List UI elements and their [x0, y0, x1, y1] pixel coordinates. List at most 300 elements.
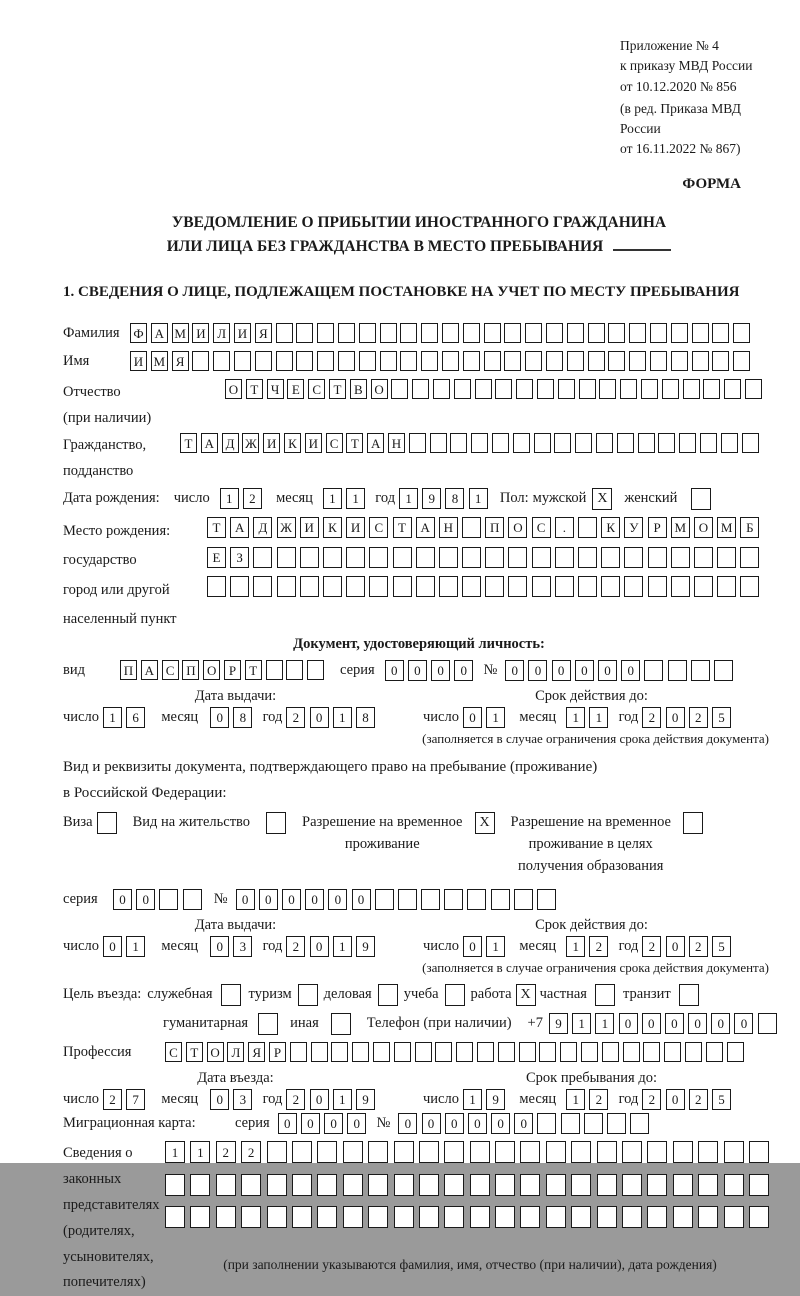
profession-cell[interactable]: О [207, 1042, 224, 1062]
doc-kind-cell[interactable]: П [120, 660, 137, 680]
phone-cell[interactable]: 0 [619, 1013, 638, 1034]
birth-place-cell[interactable]: К [601, 517, 620, 538]
surname-cell[interactable] [484, 323, 501, 343]
representatives-cell[interactable] [190, 1206, 210, 1228]
representatives-cell[interactable] [698, 1174, 718, 1196]
patronymic-cell[interactable]: О [371, 379, 388, 399]
representatives-cell[interactable] [317, 1174, 337, 1196]
birth-place-cell[interactable]: Т [393, 517, 412, 538]
doc-kind-cell[interactable]: О [203, 660, 220, 680]
residence-series-cell[interactable] [183, 889, 202, 910]
profession-cell[interactable] [498, 1042, 515, 1062]
doc-kind-cell[interactable]: Р [224, 660, 241, 680]
representatives-cell[interactable] [749, 1174, 769, 1196]
name-cell[interactable] [442, 351, 459, 371]
issue-month-cell[interactable]: 0 [210, 707, 229, 728]
patronymic-cell[interactable] [745, 379, 762, 399]
birth-place-cell[interactable] [346, 576, 365, 597]
name-cell[interactable] [712, 351, 729, 371]
representatives-cell[interactable] [419, 1141, 439, 1163]
residence-issue-year-cell[interactable]: 2 [286, 936, 305, 957]
entry-day-cell[interactable]: 2 [103, 1089, 122, 1110]
profession-cell[interactable]: С [165, 1042, 182, 1062]
birth-place-cell[interactable] [393, 547, 412, 568]
valid-day-cell[interactable]: 0 [463, 707, 482, 728]
birth-place-cell[interactable]: А [230, 517, 249, 538]
birth-place-cell[interactable] [578, 547, 597, 568]
birth-place-cell[interactable] [369, 547, 388, 568]
birth-place-cell[interactable]: Т [207, 517, 226, 538]
issue-year-cell[interactable]: 8 [356, 707, 375, 728]
doc-series-cell[interactable]: 0 [431, 660, 450, 681]
stay-year-cell[interactable]: 2 [642, 1089, 661, 1110]
representatives-cell[interactable] [394, 1174, 414, 1196]
surname-cell[interactable]: Ф [130, 323, 147, 343]
birth-place-cell[interactable] [578, 517, 597, 538]
birth-place-cell[interactable]: А [416, 517, 435, 538]
name-cell[interactable] [629, 351, 646, 371]
representatives-cell[interactable] [368, 1141, 388, 1163]
surname-cell[interactable] [629, 323, 646, 343]
representatives-cell[interactable] [190, 1174, 210, 1196]
patronymic-cell[interactable] [412, 379, 429, 399]
birth-place-cell[interactable] [393, 576, 412, 597]
migration-number-cell[interactable] [607, 1113, 626, 1134]
birth-place-cell[interactable] [648, 547, 667, 568]
doc-series-cell[interactable]: 0 [408, 660, 427, 681]
citizenship-cell[interactable] [658, 433, 675, 453]
phone-cell[interactable]: 0 [665, 1013, 684, 1034]
representatives-cell[interactable] [520, 1206, 540, 1228]
citizenship-cell[interactable] [471, 433, 488, 453]
doc-number-cell[interactable]: 0 [552, 660, 571, 681]
issue-year-cell[interactable]: 0 [310, 707, 329, 728]
representatives-cell[interactable] [165, 1174, 185, 1196]
issue-year-cell[interactable]: 2 [286, 707, 305, 728]
citizenship-cell[interactable] [492, 433, 509, 453]
profession-cell[interactable] [394, 1042, 411, 1062]
citizenship-cell[interactable]: А [367, 433, 384, 453]
profession-cell[interactable] [290, 1042, 307, 1062]
profession-cell[interactable]: Л [227, 1042, 244, 1062]
migration-series-cell[interactable]: 0 [347, 1113, 366, 1134]
patronymic-cell[interactable]: Т [246, 379, 263, 399]
birth-place-cell[interactable] [300, 576, 319, 597]
profession-cell[interactable] [456, 1042, 473, 1062]
representatives-cell[interactable] [546, 1174, 566, 1196]
doc-number-cell[interactable]: 0 [621, 660, 640, 681]
valid-year-cell[interactable]: 0 [666, 707, 685, 728]
representatives-cell[interactable] [495, 1206, 515, 1228]
issue-day-cell[interactable]: 6 [126, 707, 145, 728]
citizenship-cell[interactable]: Т [180, 433, 197, 453]
name-cell[interactable] [380, 351, 397, 371]
doc-kind-cell[interactable]: П [182, 660, 199, 680]
phone-cell[interactable]: 9 [549, 1013, 568, 1034]
birth-place-cell[interactable] [439, 547, 458, 568]
issue-day-cell[interactable]: 1 [103, 707, 122, 728]
birth-place-cell[interactable] [230, 576, 249, 597]
representatives-cell[interactable] [292, 1141, 312, 1163]
visa-checkbox[interactable] [97, 812, 117, 834]
surname-cell[interactable] [380, 323, 397, 343]
sex-male-checkbox[interactable]: X [592, 488, 612, 510]
birth-month-cell[interactable]: 1 [346, 488, 365, 509]
birth-place-cell[interactable]: И [300, 517, 319, 538]
migration-number-cell[interactable]: 0 [491, 1113, 510, 1134]
residence-issue-month-cell[interactable]: 3 [233, 936, 252, 957]
profession-cell[interactable]: Р [269, 1042, 286, 1062]
representatives-cell[interactable] [292, 1174, 312, 1196]
profession-cell[interactable] [727, 1042, 744, 1062]
citizenship-cell[interactable]: Ж [242, 433, 259, 453]
temp-residence-checkbox[interactable]: X [475, 812, 495, 834]
residence-issue-year-cell[interactable]: 1 [333, 936, 352, 957]
birth-place-cell[interactable] [717, 547, 736, 568]
migration-number-cell[interactable] [584, 1113, 603, 1134]
birth-place-cell[interactable]: Б [740, 517, 759, 538]
representatives-cell[interactable] [673, 1206, 693, 1228]
birth-place-cell[interactable] [485, 547, 504, 568]
citizenship-cell[interactable] [450, 433, 467, 453]
phone-cell[interactable]: 0 [642, 1013, 661, 1034]
representatives-cell[interactable] [216, 1174, 236, 1196]
doc-number-cell[interactable] [644, 660, 663, 681]
representatives-cell[interactable] [495, 1141, 515, 1163]
surname-cell[interactable] [296, 323, 313, 343]
birth-place-cell[interactable] [532, 576, 551, 597]
birth-place-cell[interactable]: Н [439, 517, 458, 538]
residence-valid-month-cell[interactable]: 1 [566, 936, 585, 957]
residence-series-cell[interactable]: 0 [113, 889, 132, 910]
valid-month-cell[interactable]: 1 [589, 707, 608, 728]
representatives-cell[interactable] [546, 1206, 566, 1228]
residence-series-cell[interactable] [159, 889, 178, 910]
citizenship-cell[interactable] [575, 433, 592, 453]
entry-month-cell[interactable]: 0 [210, 1089, 229, 1110]
representatives-cell[interactable]: 2 [241, 1141, 261, 1163]
birth-day-cell[interactable]: 2 [243, 488, 262, 509]
surname-cell[interactable]: Я [255, 323, 272, 343]
surname-cell[interactable] [588, 323, 605, 343]
phone-cell[interactable]: 0 [734, 1013, 753, 1034]
doc-number-cell[interactable]: 0 [575, 660, 594, 681]
name-cell[interactable] [484, 351, 501, 371]
birth-place-cell[interactable] [323, 547, 342, 568]
birth-place-cell[interactable] [207, 576, 226, 597]
edu-residence-checkbox[interactable] [683, 812, 703, 834]
surname-cell[interactable] [567, 323, 584, 343]
citizenship-cell[interactable] [554, 433, 571, 453]
patronymic-cell[interactable]: Ч [267, 379, 284, 399]
stay-year-cell[interactable]: 0 [666, 1089, 685, 1110]
representatives-cell[interactable] [368, 1206, 388, 1228]
representatives-cell[interactable] [622, 1174, 642, 1196]
birth-place-cell[interactable] [300, 547, 319, 568]
representatives-cell[interactable] [444, 1141, 464, 1163]
citizenship-cell[interactable]: К [284, 433, 301, 453]
representatives-cell[interactable] [647, 1174, 667, 1196]
birth-place-cell[interactable] [462, 576, 481, 597]
entry-year-cell[interactable]: 2 [286, 1089, 305, 1110]
residence-number-cell[interactable] [398, 889, 417, 910]
surname-cell[interactable]: Л [213, 323, 230, 343]
doc-kind-cell[interactable] [266, 660, 283, 680]
birth-place-cell[interactable]: К [323, 517, 342, 538]
representatives-cell[interactable] [444, 1174, 464, 1196]
name-cell[interactable]: Я [172, 351, 189, 371]
birth-place-cell[interactable] [439, 576, 458, 597]
representatives-cell[interactable] [165, 1206, 185, 1228]
birth-place-cell[interactable] [369, 576, 388, 597]
phone-cell[interactable]: 0 [711, 1013, 730, 1034]
migration-number-cell[interactable]: 0 [514, 1113, 533, 1134]
surname-cell[interactable]: М [172, 323, 189, 343]
birth-day-cell[interactable]: 1 [220, 488, 239, 509]
birth-place-cell[interactable]: М [717, 517, 736, 538]
representatives-cell[interactable] [749, 1141, 769, 1163]
surname-cell[interactable] [504, 323, 521, 343]
issue-month-cell[interactable]: 8 [233, 707, 252, 728]
doc-kind-cell[interactable] [307, 660, 324, 680]
name-cell[interactable]: М [151, 351, 168, 371]
representatives-cell[interactable] [343, 1206, 363, 1228]
name-cell[interactable] [213, 351, 230, 371]
citizenship-cell[interactable]: Д [222, 433, 239, 453]
patronymic-cell[interactable] [620, 379, 637, 399]
name-cell[interactable] [567, 351, 584, 371]
citizenship-cell[interactable]: С [326, 433, 343, 453]
patronymic-cell[interactable] [579, 379, 596, 399]
entry-day-cell[interactable]: 7 [126, 1089, 145, 1110]
birth-place-cell[interactable] [416, 576, 435, 597]
name-cell[interactable] [525, 351, 542, 371]
birth-place-cell[interactable]: О [508, 517, 527, 538]
stay-day-cell[interactable]: 1 [463, 1089, 482, 1110]
representatives-cell[interactable]: 1 [190, 1141, 210, 1163]
patronymic-cell[interactable] [641, 379, 658, 399]
surname-cell[interactable] [463, 323, 480, 343]
birth-place-cell[interactable] [462, 517, 481, 538]
migration-number-cell[interactable] [537, 1113, 556, 1134]
representatives-cell[interactable] [571, 1174, 591, 1196]
stay-year-cell[interactable]: 2 [689, 1089, 708, 1110]
residence-number-cell[interactable] [467, 889, 486, 910]
profession-cell[interactable] [415, 1042, 432, 1062]
profession-cell[interactable]: Я [248, 1042, 265, 1062]
surname-cell[interactable] [421, 323, 438, 343]
birth-place-cell[interactable] [601, 576, 620, 597]
doc-number-cell[interactable] [691, 660, 710, 681]
name-cell[interactable] [359, 351, 376, 371]
citizenship-cell[interactable]: Т [346, 433, 363, 453]
name-cell[interactable] [463, 351, 480, 371]
representatives-cell[interactable] [343, 1141, 363, 1163]
representatives-cell[interactable] [571, 1141, 591, 1163]
birth-place-cell[interactable] [277, 547, 296, 568]
name-cell[interactable] [421, 351, 438, 371]
migration-series-cell[interactable]: 0 [324, 1113, 343, 1134]
birth-place-cell[interactable] [624, 576, 643, 597]
entry-year-cell[interactable]: 1 [333, 1089, 352, 1110]
representatives-cell[interactable] [241, 1174, 261, 1196]
sex-female-checkbox[interactable] [691, 488, 711, 510]
profession-cell[interactable] [664, 1042, 681, 1062]
birth-place-cell[interactable] [277, 576, 296, 597]
representatives-cell[interactable] [673, 1174, 693, 1196]
representatives-cell[interactable] [546, 1141, 566, 1163]
stay-month-cell[interactable]: 2 [589, 1089, 608, 1110]
citizenship-cell[interactable]: А [201, 433, 218, 453]
name-cell[interactable]: И [130, 351, 147, 371]
purpose-official-checkbox[interactable] [221, 984, 241, 1006]
representatives-cell[interactable] [495, 1174, 515, 1196]
doc-kind-cell[interactable]: С [162, 660, 179, 680]
birth-place-cell[interactable] [624, 547, 643, 568]
representatives-cell[interactable] [317, 1141, 337, 1163]
representatives-cell[interactable] [267, 1206, 287, 1228]
representatives-cell[interactable] [394, 1206, 414, 1228]
entry-month-cell[interactable]: 3 [233, 1089, 252, 1110]
entry-year-cell[interactable]: 9 [356, 1089, 375, 1110]
doc-number-cell[interactable]: 0 [598, 660, 617, 681]
birth-place-cell[interactable]: Д [253, 517, 272, 538]
name-cell[interactable] [400, 351, 417, 371]
migration-series-cell[interactable]: 0 [301, 1113, 320, 1134]
profession-cell[interactable] [477, 1042, 494, 1062]
name-cell[interactable] [234, 351, 251, 371]
birth-place-cell[interactable] [740, 576, 759, 597]
representatives-cell[interactable] [444, 1206, 464, 1228]
doc-number-cell[interactable] [714, 660, 733, 681]
residence-number-cell[interactable]: 0 [236, 889, 255, 910]
birth-year-cell[interactable]: 1 [399, 488, 418, 509]
representatives-cell[interactable] [520, 1141, 540, 1163]
purpose-transit-checkbox[interactable] [679, 984, 699, 1006]
migration-number-cell[interactable]: 0 [468, 1113, 487, 1134]
surname-cell[interactable] [650, 323, 667, 343]
entry-year-cell[interactable]: 0 [310, 1089, 329, 1110]
representatives-cell[interactable] [571, 1206, 591, 1228]
patronymic-cell[interactable] [516, 379, 533, 399]
representatives-cell[interactable] [698, 1206, 718, 1228]
surname-cell[interactable] [276, 323, 293, 343]
surname-cell[interactable] [692, 323, 709, 343]
residence-number-cell[interactable] [514, 889, 533, 910]
phone-cell[interactable]: 1 [595, 1013, 614, 1034]
birth-place-cell[interactable] [323, 576, 342, 597]
profession-cell[interactable] [352, 1042, 369, 1062]
representatives-cell[interactable] [216, 1206, 236, 1228]
representatives-cell[interactable] [470, 1174, 490, 1196]
citizenship-cell[interactable] [534, 433, 551, 453]
migration-number-cell[interactable]: 0 [445, 1113, 464, 1134]
name-cell[interactable] [255, 351, 272, 371]
purpose-study-checkbox[interactable] [445, 984, 465, 1006]
residence-number-cell[interactable] [537, 889, 556, 910]
profession-cell[interactable] [623, 1042, 640, 1062]
representatives-cell[interactable] [419, 1206, 439, 1228]
profession-cell[interactable] [331, 1042, 348, 1062]
patronymic-cell[interactable] [724, 379, 741, 399]
birth-place-cell[interactable] [532, 547, 551, 568]
representatives-cell[interactable] [520, 1174, 540, 1196]
birth-place-cell[interactable] [671, 547, 690, 568]
surname-cell[interactable] [608, 323, 625, 343]
residence-valid-day-cell[interactable]: 0 [463, 936, 482, 957]
profession-cell[interactable] [602, 1042, 619, 1062]
purpose-tourism-checkbox[interactable] [298, 984, 318, 1006]
birth-place-cell[interactable] [601, 547, 620, 568]
patronymic-cell[interactable]: С [308, 379, 325, 399]
citizenship-cell[interactable]: И [305, 433, 322, 453]
birth-place-cell[interactable] [253, 547, 272, 568]
name-cell[interactable] [588, 351, 605, 371]
phone-cell[interactable]: 1 [572, 1013, 591, 1034]
birth-place-cell[interactable] [694, 547, 713, 568]
name-cell[interactable] [692, 351, 709, 371]
representatives-cell[interactable] [698, 1141, 718, 1163]
representatives-cell[interactable] [292, 1206, 312, 1228]
representatives-cell[interactable] [673, 1141, 693, 1163]
birth-place-cell[interactable]: Е [207, 547, 226, 568]
representatives-cell[interactable] [597, 1141, 617, 1163]
surname-cell[interactable]: И [234, 323, 251, 343]
birth-place-cell[interactable]: С [532, 517, 551, 538]
residence-valid-year-cell[interactable]: 2 [642, 936, 661, 957]
representatives-cell[interactable] [622, 1206, 642, 1228]
profession-cell[interactable] [560, 1042, 577, 1062]
birth-place-cell[interactable] [740, 547, 759, 568]
issue-year-cell[interactable]: 1 [333, 707, 352, 728]
birth-place-cell[interactable]: . [555, 517, 574, 538]
surname-cell[interactable] [671, 323, 688, 343]
residence-number-cell[interactable] [491, 889, 510, 910]
birth-place-cell[interactable]: З [230, 547, 249, 568]
birth-place-cell[interactable] [555, 576, 574, 597]
patronymic-cell[interactable] [599, 379, 616, 399]
birth-month-cell[interactable]: 1 [323, 488, 342, 509]
birth-place-cell[interactable]: М [671, 517, 690, 538]
residence-valid-year-cell[interactable]: 0 [666, 936, 685, 957]
valid-year-cell[interactable]: 5 [712, 707, 731, 728]
representatives-cell[interactable]: 1 [165, 1141, 185, 1163]
migration-series-cell[interactable]: 0 [278, 1113, 297, 1134]
purpose-private-checkbox[interactable] [595, 984, 615, 1006]
patronymic-cell[interactable]: О [225, 379, 242, 399]
patronymic-cell[interactable] [454, 379, 471, 399]
representatives-cell[interactable] [419, 1174, 439, 1196]
patronymic-cell[interactable] [537, 379, 554, 399]
birth-place-cell[interactable]: Р [648, 517, 667, 538]
residence-number-cell[interactable]: 0 [352, 889, 371, 910]
profession-cell[interactable] [643, 1042, 660, 1062]
phone-cell[interactable] [758, 1013, 777, 1034]
name-cell[interactable] [608, 351, 625, 371]
surname-cell[interactable]: И [192, 323, 209, 343]
doc-number-cell[interactable]: 0 [528, 660, 547, 681]
profession-cell[interactable] [685, 1042, 702, 1062]
profession-cell[interactable] [435, 1042, 452, 1062]
name-cell[interactable] [296, 351, 313, 371]
doc-number-cell[interactable] [668, 660, 687, 681]
residence-number-cell[interactable] [444, 889, 463, 910]
birth-place-cell[interactable] [671, 576, 690, 597]
doc-number-cell[interactable]: 0 [505, 660, 524, 681]
representatives-cell[interactable] [622, 1141, 642, 1163]
representatives-cell[interactable] [597, 1174, 617, 1196]
profession-cell[interactable] [519, 1042, 536, 1062]
